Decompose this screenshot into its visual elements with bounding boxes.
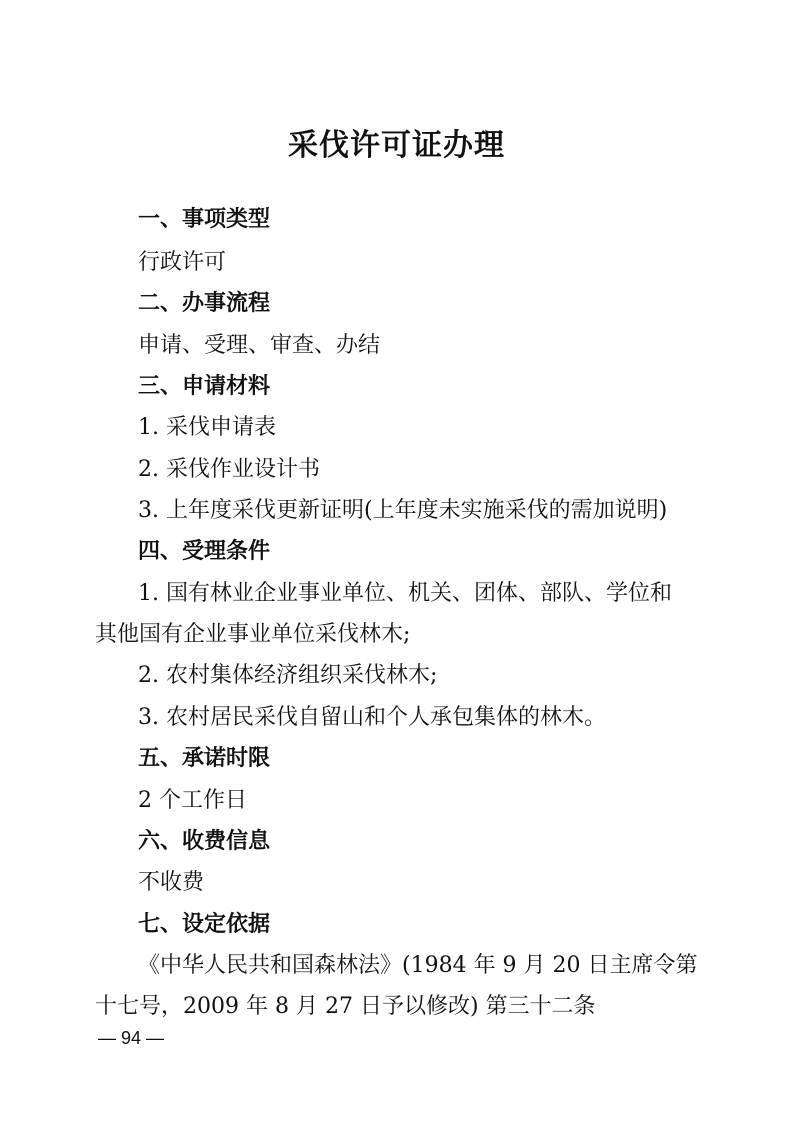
page-number: — 94 —: [98, 1028, 165, 1048]
section-text-time-limit: 2 个工作日: [138, 788, 247, 813]
section-heading-process: 二、办事流程: [138, 291, 271, 316]
condition-item-3: 3. 农村居民采伐自留山和个人承包集体的林木。: [138, 705, 606, 730]
condition-item-1-cont: 其他国有企业事业单位采伐林木;: [95, 622, 411, 647]
material-item-3: 3. 上年度采伐更新证明(上年度未实施采伐的需加说明): [138, 498, 668, 523]
material-item-1: 1. 采伐申请表: [138, 415, 276, 440]
section-heading-type: 一、事项类型: [138, 207, 271, 232]
condition-item-1: 1. 国有林业企业事业单位、机关、团体、部队、学位和: [138, 581, 672, 606]
section-heading-conditions: 四、受理条件: [138, 539, 271, 564]
material-item-2: 2. 采伐作业设计书: [138, 457, 320, 482]
document-title: 采伐许可证办理: [288, 128, 505, 163]
section-text-basis-cont: 十七号，2009 年 8 月 27 日予以修改) 第三十二条: [95, 994, 596, 1019]
section-heading-time-limit: 五、承诺时限: [138, 746, 271, 771]
section-text-fees: 不收费: [138, 870, 205, 895]
section-heading-fees: 六、收费信息: [138, 829, 271, 854]
section-text-process: 申请、受理、审查、办结: [138, 333, 381, 358]
section-heading-basis: 七、设定依据: [138, 912, 271, 937]
section-heading-materials: 三、申请材料: [138, 374, 271, 399]
condition-item-2: 2. 农村集体经济组织采伐林木;: [138, 663, 438, 688]
section-text-basis: 《中华人民共和国森林法》(1984 年 9 月 20 日主席令第: [138, 953, 698, 978]
section-text-type: 行政许可: [138, 250, 227, 275]
